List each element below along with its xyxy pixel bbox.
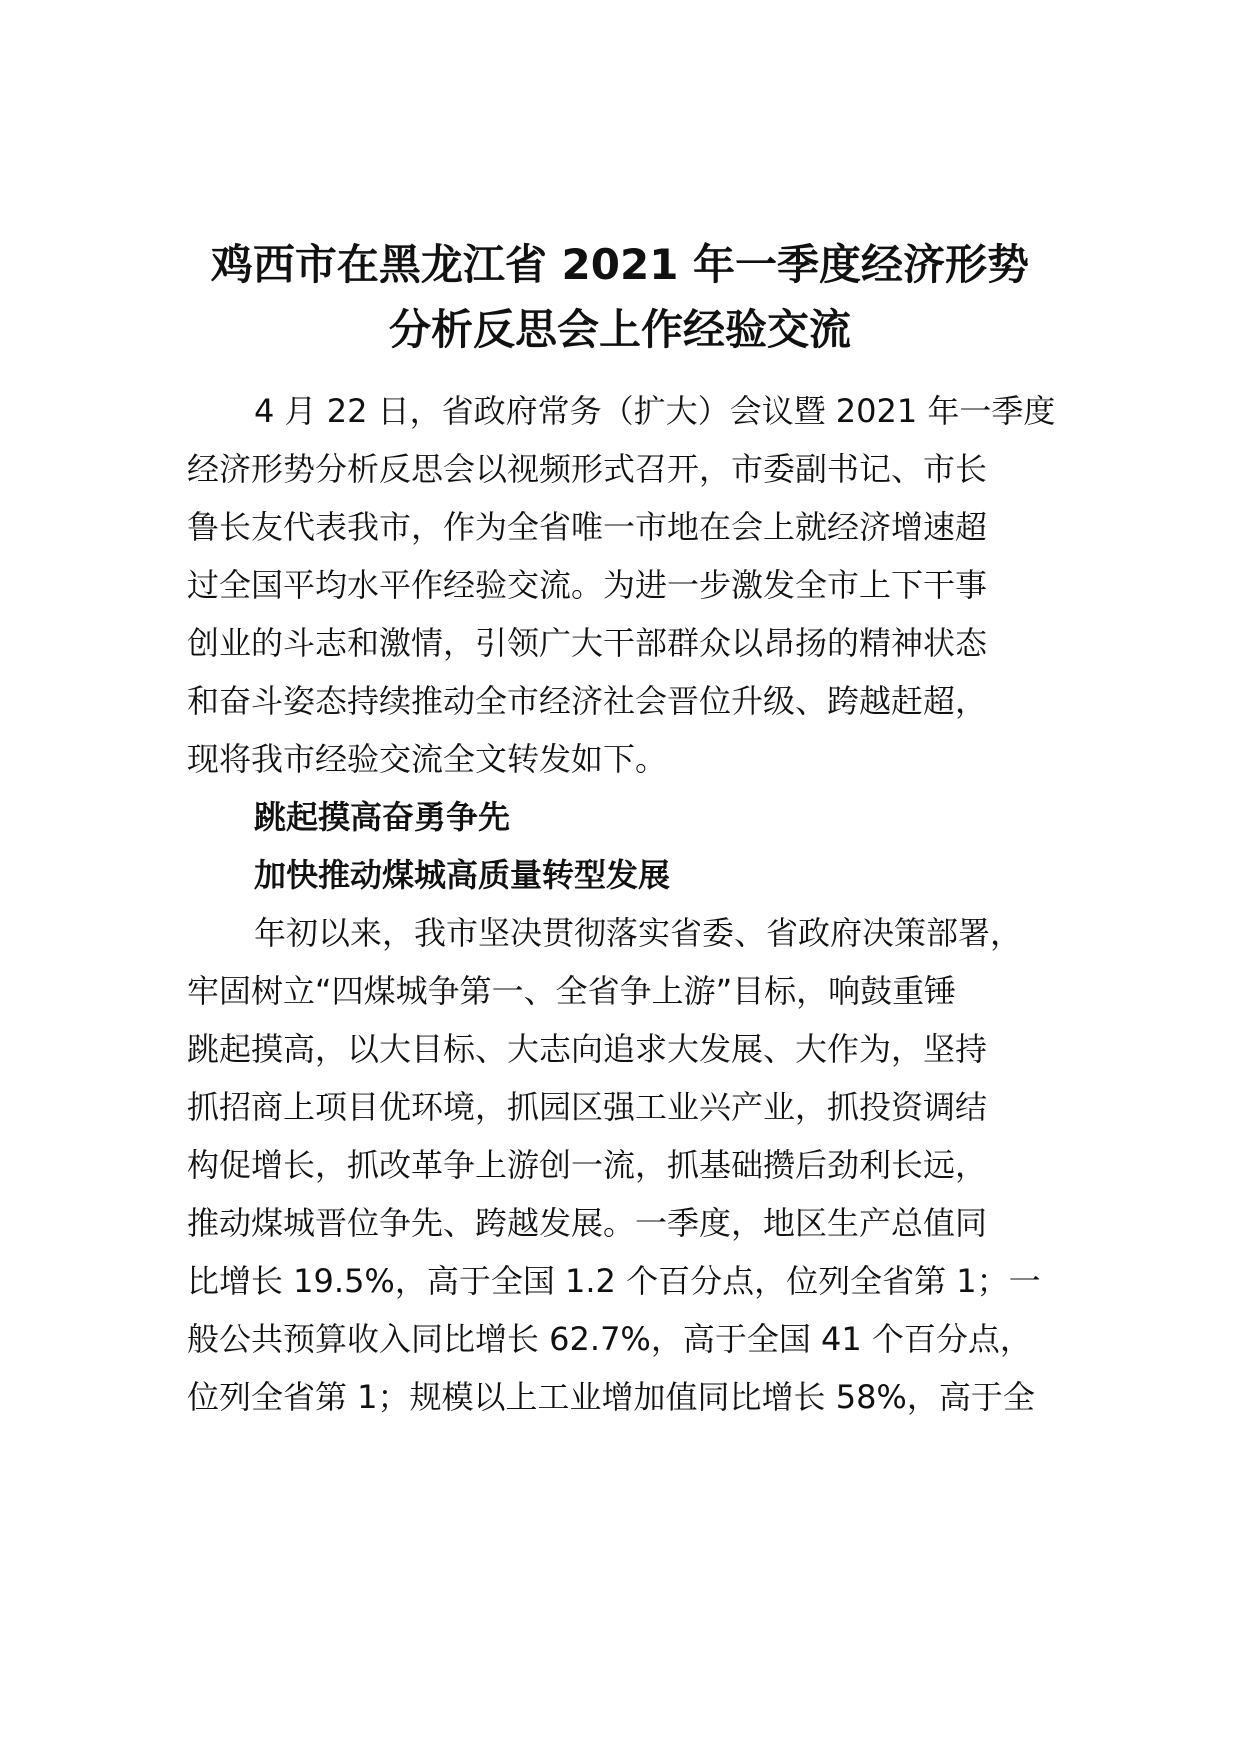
paragraph-1-line-7: 现将我市经验交流全文转发如下。 — [187, 740, 668, 778]
paragraph-2-line-6: 推动煤城晋位争先、跨越发展。一季度，地区生产总值同 — [187, 1204, 988, 1242]
paragraph-2-line-7: 比增长 19.5%，高于全国 1.2 个百分点，位列全省第 1；一 — [187, 1262, 1041, 1300]
paragraph-2-line-1: 年初以来，我市坚决贯彻落实省委、省政府决策部署， — [254, 914, 1023, 952]
document-title-line-2: 分析反思会上作经验交流 — [388, 305, 851, 354]
paragraph-2-line-5: 构促增长，抓改革争上游创一流，抓基础攒后劲利长远， — [187, 1146, 988, 1184]
paragraph-1-line-5: 创业的斗志和激情，引领广大干部群众以昂扬的精神状态 — [187, 624, 988, 662]
paragraph-2-line-9: 位列全省第 1；规模以上工业增加值同比增长 58%，高于全 — [187, 1378, 1035, 1416]
paragraph-2-line-4: 抓招商上项目优环境，抓园区强工业兴产业，抓投资调结 — [187, 1088, 988, 1126]
section-heading-1: 跳起摸高奋勇争先 — [254, 798, 511, 836]
section-heading-2: 加快推动煤城高质量转型发展 — [254, 856, 671, 894]
paragraph-1-line-1: 4 月 22 日，省政府常务（扩大）会议暨 2021 年一季度 — [254, 392, 1056, 430]
paragraph-2-line-3: 跳起摸高，以大目标、大志向追求大发展、大作为，坚持 — [187, 1030, 988, 1068]
paragraph-1-line-6: 和奋斗姿态持续推动全市经济社会晋位升级、跨越赶超， — [187, 682, 988, 720]
document-title-line-1: 鸡西市在黑龙江省 2021 年一季度经济形势 — [210, 240, 1030, 289]
paragraph-1-line-3: 鲁长友代表我市，作为全省唯一市地在会上就经济增速超 — [187, 508, 988, 546]
paragraph-2-line-2: 牢固树立“四煤城争第一、全省争上游”目标，响鼓重锤 — [187, 972, 957, 1010]
paragraph-1-line-4: 过全国平均水平作经验交流。为进一步激发全市上下干事 — [187, 566, 988, 604]
paragraph-2-line-8: 般公共预算收入同比增长 62.7%，高于全国 41 个百分点， — [187, 1320, 1032, 1358]
paragraph-1-line-2: 经济形势分析反思会以视频形式召开，市委副书记、市长 — [187, 450, 988, 488]
